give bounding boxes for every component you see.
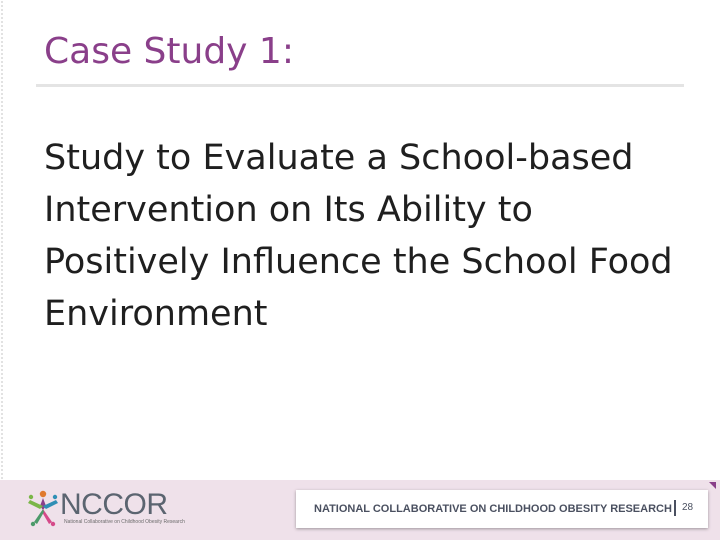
page-number: 28 (682, 502, 694, 513)
corner-accent (709, 482, 716, 489)
star-figure-logo-icon (24, 488, 62, 528)
left-edge-decoration (0, 0, 4, 480)
logo-wordmark: NCCOR (60, 488, 168, 521)
title-divider (36, 84, 684, 87)
logo-subtitle: National Collaborative on Childhood Obesity Research (64, 519, 185, 525)
slide-title: Case Study 1: (44, 31, 294, 72)
footer-panel (296, 490, 708, 528)
nccor-logo (24, 488, 194, 532)
slide-body-text: Study to Evaluate a School-based Intervention on Its Ability to Positively Influence the School Food Environment (44, 138, 673, 334)
organization-name: NATIONAL COLLABORATIVE ON CHILDHOOD OBESITY RESEARCH (314, 503, 672, 515)
footer-divider (674, 500, 676, 516)
